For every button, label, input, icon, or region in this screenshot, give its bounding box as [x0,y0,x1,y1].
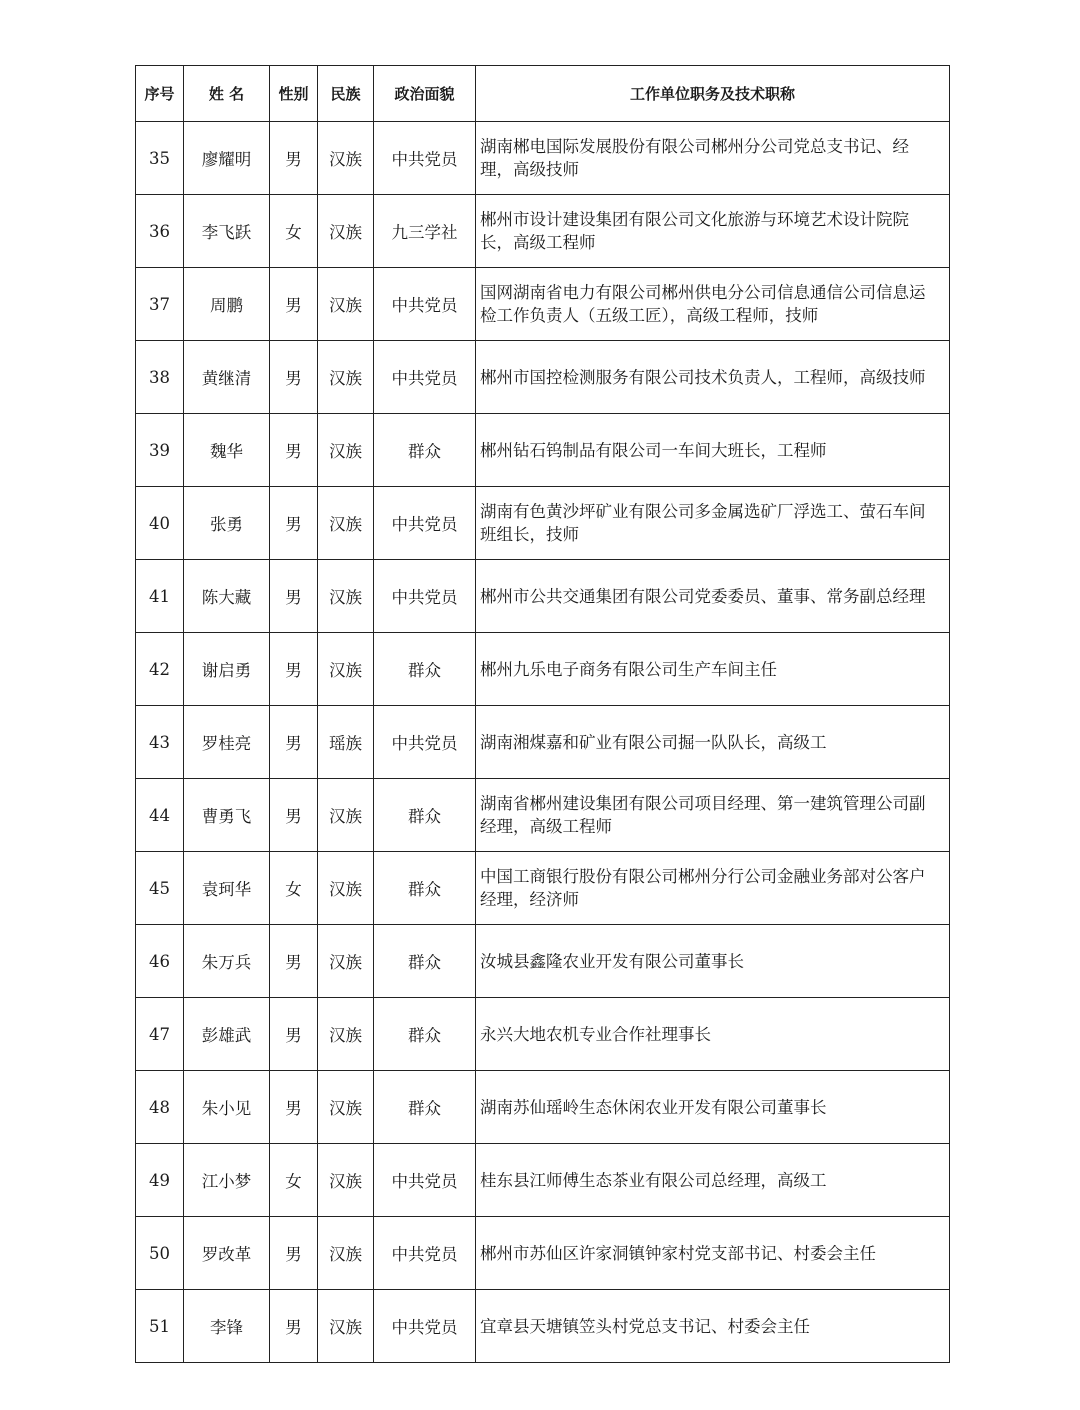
cell-ethnicity: 汉族 [318,998,374,1071]
cell-name: 陈大藏 [184,560,270,633]
cell-sex: 男 [270,998,318,1071]
cell-no: 51 [136,1290,184,1363]
table-row [136,633,950,706]
cell-political: 群众 [374,925,476,998]
cell-political: 群众 [374,1071,476,1144]
cell-no: 42 [136,633,184,706]
table-row [136,341,950,414]
cell-no: 47 [136,998,184,1071]
cell-political: 中共党员 [374,1290,476,1363]
table-row [136,1071,950,1144]
cell-name: 彭雄武 [184,998,270,1071]
cell-unit: 湖南省郴州建设集团有限公司项目经理、第一建筑管理公司副经理，高级工程师 [476,779,950,852]
cell-name: 罗桂亮 [184,706,270,779]
cell-sex: 男 [270,1217,318,1290]
cell-political: 中共党员 [374,268,476,341]
cell-ethnicity: 汉族 [318,560,374,633]
cell-political: 群众 [374,852,476,925]
table-row [136,998,950,1071]
cell-ethnicity: 汉族 [318,341,374,414]
cell-no: 36 [136,195,184,268]
cell-no: 35 [136,122,184,195]
cell-name: 谢启勇 [184,633,270,706]
cell-unit: 郴州市苏仙区许家洞镇钟家村党支部书记、村委会主任 [476,1217,950,1290]
cell-ethnicity: 汉族 [318,1217,374,1290]
cell-political: 中共党员 [374,560,476,633]
cell-political: 中共党员 [374,1144,476,1217]
cell-ethnicity: 汉族 [318,633,374,706]
cell-sex: 男 [270,122,318,195]
cell-name: 朱万兵 [184,925,270,998]
cell-unit: 中国工商银行股份有限公司郴州分行公司金融业务部对公客户经理，经济师 [476,852,950,925]
cell-ethnicity: 汉族 [318,487,374,560]
cell-ethnicity: 汉族 [318,852,374,925]
cell-no: 50 [136,1217,184,1290]
cell-ethnicity: 汉族 [318,925,374,998]
cell-unit: 湖南有色黄沙坪矿业有限公司多金属选矿厂浮选工、萤石车间班组长，技师 [476,487,950,560]
cell-political: 中共党员 [374,1217,476,1290]
cell-no: 48 [136,1071,184,1144]
cell-no: 39 [136,414,184,487]
table-body [136,122,950,1363]
table-row [136,122,950,195]
cell-name: 罗改革 [184,1217,270,1290]
table-row [136,925,950,998]
table-row [136,1144,950,1217]
cell-sex: 男 [270,1071,318,1144]
cell-unit: 郴州市国控检测服务有限公司技术负责人，工程师，高级技师 [476,341,950,414]
cell-political: 中共党员 [374,122,476,195]
table-row [136,1290,950,1363]
cell-ethnicity: 汉族 [318,1071,374,1144]
cell-sex: 男 [270,414,318,487]
cell-name: 李飞跃 [184,195,270,268]
cell-name: 曹勇飞 [184,779,270,852]
list-sheet [135,65,949,1363]
cell-ethnicity: 汉族 [318,414,374,487]
cell-name: 李锋 [184,1290,270,1363]
cell-political: 中共党员 [374,487,476,560]
cell-unit: 汝城县鑫隆农业开发有限公司董事长 [476,925,950,998]
header-ethnicity: 民族 [318,66,374,122]
cell-no: 49 [136,1144,184,1217]
cell-no: 37 [136,268,184,341]
header-political: 政治面貌 [374,66,476,122]
cell-name: 江小梦 [184,1144,270,1217]
cell-ethnicity: 汉族 [318,195,374,268]
cell-name: 黄继清 [184,341,270,414]
cell-no: 41 [136,560,184,633]
cell-sex: 男 [270,1290,318,1363]
cell-political: 群众 [374,414,476,487]
header-no: 序号 [136,66,184,122]
cell-sex: 男 [270,706,318,779]
header-unit: 工作单位职务及技术职称 [476,66,950,122]
cell-ethnicity: 瑶族 [318,706,374,779]
cell-political: 群众 [374,779,476,852]
cell-unit: 国网湖南省电力有限公司郴州供电分公司信息通信公司信息运检工作负责人（五级工匠），高级工程师，技师 [476,268,950,341]
cell-sex: 女 [270,195,318,268]
cell-political: 中共党员 [374,706,476,779]
table-row [136,487,950,560]
cell-political: 群众 [374,633,476,706]
cell-name: 廖耀明 [184,122,270,195]
table-row [136,779,950,852]
cell-sex: 男 [270,925,318,998]
cell-name: 袁珂华 [184,852,270,925]
cell-unit: 桂东县江师傅生态茶业有限公司总经理，高级工 [476,1144,950,1217]
cell-sex: 男 [270,487,318,560]
table-row [136,1217,950,1290]
cell-unit: 湖南湘煤嘉和矿业有限公司掘一队队长，高级工 [476,706,950,779]
cell-name: 魏华 [184,414,270,487]
table-header-row [136,66,950,122]
cell-no: 45 [136,852,184,925]
cell-ethnicity: 汉族 [318,122,374,195]
table-row [136,852,950,925]
cell-sex: 男 [270,779,318,852]
cell-name: 周鹏 [184,268,270,341]
cell-unit: 湖南郴电国际发展股份有限公司郴州分公司党总支书记、经理，高级技师 [476,122,950,195]
cell-no: 46 [136,925,184,998]
cell-political: 九三学社 [374,195,476,268]
cell-unit: 宜章县天塘镇笠头村党总支书记、村委会主任 [476,1290,950,1363]
cell-ethnicity: 汉族 [318,1144,374,1217]
cell-unit: 郴州钻石钨制品有限公司一车间大班长，工程师 [476,414,950,487]
cell-unit: 永兴大地农机专业合作社理事长 [476,998,950,1071]
header-name: 姓 名 [184,66,270,122]
cell-unit: 郴州九乐电子商务有限公司生产车间主任 [476,633,950,706]
cell-no: 40 [136,487,184,560]
cell-name: 张勇 [184,487,270,560]
cell-sex: 女 [270,1144,318,1217]
cell-name: 朱小见 [184,1071,270,1144]
cell-no: 44 [136,779,184,852]
table-row [136,195,950,268]
table-row [136,414,950,487]
cell-unit: 郴州市公共交通集团有限公司党委委员、董事、常务副总经理 [476,560,950,633]
cell-political: 群众 [374,998,476,1071]
cell-sex: 男 [270,341,318,414]
cell-ethnicity: 汉族 [318,268,374,341]
cell-unit: 湖南苏仙瑶岭生态休闲农业开发有限公司董事长 [476,1071,950,1144]
cell-ethnicity: 汉族 [318,1290,374,1363]
table-row [136,706,950,779]
header-sex: 性别 [270,66,318,122]
cell-sex: 男 [270,268,318,341]
cell-unit: 郴州市设计建设集团有限公司文化旅游与环境艺术设计院院长，高级工程师 [476,195,950,268]
cell-no: 38 [136,341,184,414]
cell-sex: 男 [270,633,318,706]
cell-sex: 男 [270,560,318,633]
cell-sex: 女 [270,852,318,925]
cell-ethnicity: 汉族 [318,779,374,852]
honoree-table [135,65,950,1363]
cell-no: 43 [136,706,184,779]
table-row [136,268,950,341]
table-row [136,560,950,633]
cell-political: 中共党员 [374,341,476,414]
